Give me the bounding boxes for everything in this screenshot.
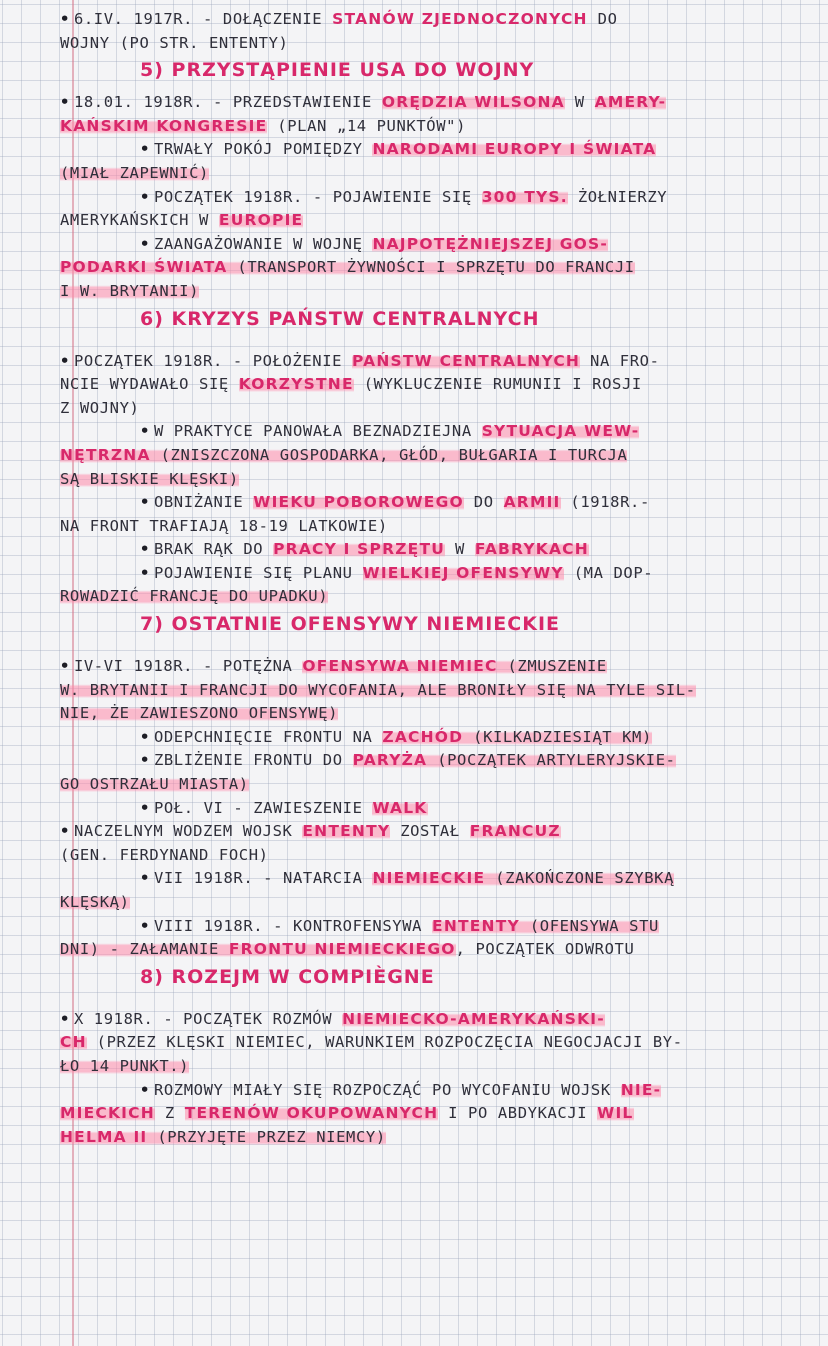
bullet-icon: • (140, 916, 150, 935)
bullet-icon: • (140, 540, 150, 559)
note-text: (TRANSPORT ŻYWNOŚCI I SPRZĘTU DO FRANCJI (227, 258, 635, 277)
highlighted-term: WIEKU POBOROWEGO (253, 493, 464, 512)
note-text: ZBLIŻENIE FRONTU DO (153, 751, 353, 770)
note-line (60, 773, 820, 797)
note-line (60, 115, 820, 139)
bullet-icon: • (140, 727, 150, 746)
note-text: (1918R.- (560, 493, 650, 512)
note-line (60, 938, 820, 962)
note-text: ZAANGAŻOWANIE W WOJNĘ (153, 234, 373, 253)
highlighted-term: CH (60, 1033, 87, 1052)
highlighted-term: ENTENTY (302, 822, 391, 841)
note-line (60, 162, 820, 186)
note-line (60, 1079, 820, 1103)
note-text: (ZMUSZENIE (497, 657, 607, 676)
note-line (60, 8, 820, 32)
note-text: NACZELNYM WODZEM WOJSK (73, 822, 303, 841)
note-line (60, 233, 820, 257)
highlighted-term: NIEMIECKO-AMERYKAŃSKI- (342, 1009, 605, 1028)
bullet-icon: • (140, 869, 150, 888)
note-text: W. BRYTANII I FRANCJI DO WYCOFANIA, ALE BRONIŁY SIĘ NA TYLE SIL- (60, 680, 696, 699)
highlighted-term: FABRYKACH (474, 540, 589, 559)
highlighted-term: FRONTU NIEMIECKIEGO (228, 940, 456, 959)
section-heading-5: 5) PRZYSTĄPIENIE USA DO WOJNY (140, 59, 535, 82)
highlighted-term: NĘTRZNA (60, 445, 151, 464)
bullet-icon: • (60, 657, 70, 676)
notebook-page (60, 8, 820, 1149)
note-text: POCZĄTEK 1918R. - POJAWIENIE SIĘ (153, 187, 482, 206)
highlighted-term: KAŃSKIM KONGRESIE (60, 116, 268, 135)
highlighted-term: PODARKI ŚWIATA (60, 258, 228, 277)
note-text: Z (154, 1104, 185, 1123)
bullet-icon: • (60, 351, 70, 370)
note-text: POŁ. VI - ZAWIESZENIE (153, 798, 373, 817)
note-text: W PRAKTYCE PANOWAŁA BEZNADZIEJNA (153, 422, 482, 441)
bullet-icon: • (140, 751, 150, 770)
note-text: (ZNISZCZONA GOSPODARKA, GŁÓD, BUŁGARIA I TURCJA (150, 445, 628, 464)
note-line (60, 209, 820, 233)
note-text: NA FRONT TRAFIAJĄ 18-19 LATKOWIE) (60, 516, 388, 535)
note-line (60, 1055, 820, 1079)
note-line (60, 491, 820, 515)
note-text: DO (463, 493, 504, 512)
note-text: (PRZEZ KLĘSKI NIEMIEC, WARUNKIEM ROZPOCZĘCIA NEGOCJACJI BY- (86, 1033, 683, 1052)
highlighted-term: ARMII (503, 493, 561, 512)
note-line (60, 538, 820, 562)
note-text: I PO ABDYKACJI (438, 1104, 598, 1123)
note-text: W (445, 540, 475, 559)
bullet-icon: • (140, 140, 150, 159)
note-line (60, 679, 820, 703)
note-text: KLĘSKĄ) (60, 893, 130, 911)
note-line (60, 280, 820, 304)
note-text: ŁO 14 PUNKT.) (60, 1056, 190, 1075)
note-text: ODEPCHNIĘCIE FRONTU NA (153, 727, 383, 746)
note-text: ROZMOWY MIAŁY SIĘ ROZPOCZĄĆ PO WYCOFANIU WOJSK (153, 1080, 621, 1099)
note-line (60, 91, 820, 115)
note-text: SĄ BLISKIE KLĘSKI) (60, 469, 239, 488)
highlighted-term: TERENÓW OKUPOWANYCH (184, 1104, 439, 1123)
note-text: (KILKADZIESIĄT KM) (463, 727, 652, 746)
note-line (60, 397, 820, 421)
highlighted-term: ORĘDZIA WILSONA (381, 93, 565, 112)
section-heading-7: 7) OSTATNIE OFENSYWY NIEMIECKIE (140, 613, 560, 636)
highlighted-term: KORZYSTNE (238, 375, 354, 394)
note-line (60, 797, 820, 821)
highlighted-term: NARODAMI EUROPY I ŚWIATA (372, 140, 657, 159)
highlighted-term: SYTUACJA WEW- (481, 422, 640, 441)
note-text: BRAK RĄK DO (153, 540, 274, 559)
note-text: GO OSTRZAŁU MIASTA) (60, 775, 249, 794)
note-text: Z WOJNY) (60, 398, 140, 417)
note-line (60, 891, 820, 915)
note-text: (POCZĄTEK ARTYLERYJSKIE- (427, 751, 676, 770)
note-line (60, 468, 820, 492)
note-line (60, 1008, 820, 1032)
note-text: ZOSTAŁ (390, 822, 470, 841)
note-text: POCZĄTEK 1918R. - POŁOŻENIE (73, 351, 353, 370)
section-heading-8: 8) ROZEJM W COMPIÈGNE (140, 965, 435, 988)
note-line (60, 350, 820, 374)
bullet-icon: • (140, 187, 150, 206)
highlighted-term: 300 TYS. (481, 187, 568, 206)
bullet-icon: • (140, 563, 150, 582)
note-line (60, 1031, 820, 1055)
note-text: ŻOŁNIERZY (567, 187, 668, 206)
note-text: (PRZYJĘTE PRZEZ NIEMCY) (147, 1127, 386, 1146)
note-line (60, 373, 820, 397)
note-line (60, 515, 820, 539)
bullet-icon: • (60, 10, 70, 28)
note-line (60, 820, 820, 844)
highlighted-term: PARYŻA (352, 751, 428, 770)
note-line (60, 420, 820, 444)
note-text: TRWAŁY POKÓJ POMIĘDZY (153, 140, 373, 159)
note-text: (WYKLUCZENIE RUMUNII I ROSJI (353, 375, 642, 394)
bullet-icon: • (60, 1009, 70, 1028)
bullet-icon: • (140, 1080, 150, 1099)
note-text: (OFENSYWA STU (519, 916, 659, 935)
note-text: DO (587, 10, 618, 28)
note-text: OBNIŻANIE (153, 493, 254, 512)
note-text: 18.01. 1918R. - PRZEDSTAWIENIE (73, 93, 382, 112)
highlighted-term: PAŃSTW CENTRALNYCH (352, 351, 581, 370)
note-text: X 1918R. - POCZĄTEK ROZMÓW (73, 1009, 343, 1028)
note-line (60, 256, 820, 280)
note-text: I W. BRYTANII) (60, 281, 200, 300)
bullet-icon: • (140, 234, 150, 253)
bullet-icon: • (140, 493, 150, 512)
note-line (60, 32, 820, 56)
note-text: NIE, ŻE ZAWIESZONO OFENSYWĘ) (60, 704, 339, 723)
note-text: , POCZĄTEK ODWROTU (455, 940, 635, 959)
section-heading-6: 6) KRYZYS PAŃSTW CENTRALNYCH (140, 307, 540, 330)
bullet-icon: • (140, 798, 150, 817)
note-text: (MIAŁ ZAPEWNIĆ) (60, 163, 209, 182)
highlighted-term: ZACHÓD (382, 727, 464, 746)
note-text: (GEN. FERDYNAND FOCH) (60, 845, 269, 864)
highlighted-term: WIL (597, 1104, 634, 1123)
note-line (60, 1126, 820, 1150)
highlighted-term: MIECKICH (60, 1104, 155, 1123)
highlighted-term: NAJPOTĘŻNIEJSZEJ GOS- (372, 234, 609, 253)
note-line (60, 655, 820, 679)
bullet-icon: • (140, 422, 150, 441)
highlighted-term: NIE- (620, 1080, 662, 1099)
bullet-icon: • (60, 822, 70, 841)
note-line (60, 562, 820, 586)
highlighted-term: HELMA II (60, 1127, 148, 1146)
highlighted-term: WALK (372, 798, 428, 817)
note-text: AMERYKAŃSKICH W (60, 211, 219, 230)
note-text: 6.IV. 1917R. - DOŁĄCZENIE (73, 10, 333, 28)
note-line (60, 702, 820, 726)
note-text: NCIE WYDAWAŁO SIĘ (60, 375, 239, 394)
highlighted-term: STANÓW ZJEDNOCZONYCH (332, 10, 588, 28)
note-line (60, 726, 820, 750)
note-line (60, 585, 820, 609)
note-text: WOJNY (PO STR. ENTENTY) (60, 33, 289, 52)
note-text: (PLAN „14 PUNKTÓW") (267, 116, 467, 135)
highlighted-term: FRANCUZ (469, 822, 561, 841)
note-text: DNI) - ZAŁAMANIE (60, 940, 229, 959)
note-text: POJAWIENIE SIĘ PLANU (153, 563, 363, 582)
bullet-icon: • (60, 93, 70, 112)
note-line (60, 186, 820, 210)
note-text: IV-VI 1918R. - POTĘŻNA (73, 657, 303, 676)
highlighted-term: EUROPIE (218, 211, 304, 230)
note-line (60, 844, 820, 868)
highlighted-term: PRACY I SPRZĘTU (273, 540, 446, 559)
note-line (60, 915, 820, 939)
note-text: VII 1918R. - NATARCIA (153, 869, 373, 888)
note-text: W (564, 93, 595, 112)
note-text: NA FRO- (580, 351, 660, 370)
highlighted-term: WIELKIEJ OFENSYWY (362, 563, 564, 582)
note-text: VIII 1918R. - KONTROFENSYWA (153, 916, 433, 935)
highlighted-term: AMERY- (594, 93, 667, 112)
note-line (60, 138, 820, 162)
highlighted-term: ENTENTY (432, 916, 520, 935)
note-line (60, 749, 820, 773)
highlighted-term: NIEMIECKIE (372, 869, 486, 888)
note-line (60, 1102, 820, 1126)
note-text: (ZAKOŃCZONE SZYBKĄ (485, 869, 675, 888)
note-line (60, 867, 820, 891)
highlighted-term: OFENSYWA NIEMIEC (302, 657, 498, 676)
note-text: ROWADZIĆ FRANCJĘ DO UPADKU) (60, 587, 329, 606)
note-text: (MA DOP- (563, 563, 654, 582)
note-line (60, 444, 820, 468)
